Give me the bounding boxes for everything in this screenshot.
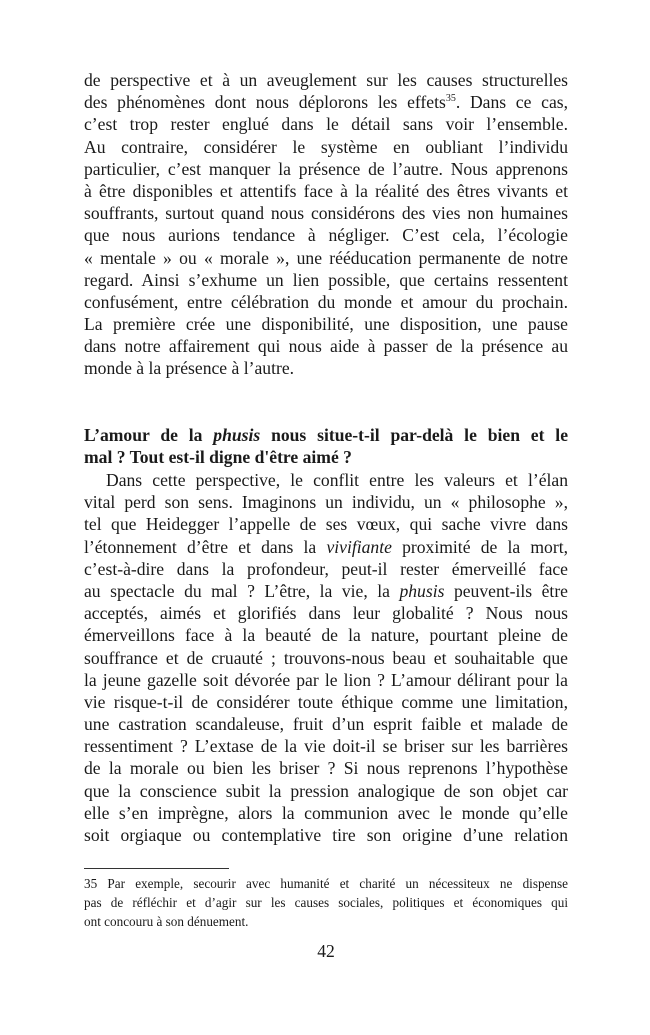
text-line: souffrants, surtout quand nous considérons des vies non humaines <box>84 203 568 224</box>
text-line: à être disponibles et attentifs face à la réalité des êtres vivants et <box>84 180 568 201</box>
text-fragment: l’étonnement d’être et dans la <box>84 536 327 557</box>
text-fragment: . Dans ce cas, <box>455 92 568 113</box>
text-line: vie risque-t-il de considérer toute éthique comme une limitation, <box>84 691 568 712</box>
text-line: souffrance et de cruauté ; trouvons-nous beau et souhaitable que <box>84 647 568 668</box>
text-fragment: des phénomènes dont nous déplorons les effets <box>84 92 446 113</box>
heading-line: mal ? Tout est-il digne d'être aimé ? <box>84 447 352 468</box>
text-line: vital perd son sens. Imaginons un individu, un « philosophe », <box>84 492 568 513</box>
text-fragment: proximité de la mort, <box>391 536 568 557</box>
heading-line <box>84 424 568 446</box>
text-fragment: nous situe-t-il par-delà le bien et le <box>260 425 568 445</box>
page-number: 42 <box>317 941 335 961</box>
text-line: regard. Ainsi s’exhume un lien possible, que certains ressentent <box>84 269 568 290</box>
footnote-line: pas de réfléchir et d’agir sur les causes sociales, politiques et économiques qui <box>84 895 568 910</box>
text-line: ressentiment ? L’extase de la vie doit-il se briser sur les barrières <box>84 736 568 757</box>
italic-term: vivifiante <box>326 536 392 557</box>
text-line: une castration scandaleuse, fruit d’un esprit faible et malade de <box>84 714 568 735</box>
footnote <box>84 874 568 931</box>
text-line: dans notre affairement qui nous aide à passer de la présence au <box>84 336 568 357</box>
text-line: que la conscience subit la pression analogique de son objet car <box>84 780 568 801</box>
text-line: de la morale ou bien les briser ? Si nous reprenons l’hypothèse <box>84 758 568 779</box>
text-line: elle s’en imprègne, alors la communion avec le monde qu’elle <box>84 802 568 823</box>
text-line: Dans cette perspective, le conflit entre les valeurs et l’élan <box>106 470 568 490</box>
section-heading <box>84 424 568 468</box>
text-line: c’est-à-dire dans la profondeur, peut-il rester émerveillé face <box>84 558 568 579</box>
text-fragment: au spectacle du mal ? L’être, la vie, la <box>84 580 400 601</box>
text-line: Au contraire, considérer le système en oubliant l’individu <box>84 136 568 157</box>
paragraph <box>84 69 568 380</box>
text-line: « mentale » ou « morale », une rééducation permanente de notre <box>84 247 568 268</box>
italic-term: phusis <box>399 580 445 601</box>
text-line: que nous aurions tendance à négliger. C’est cela, l’écologie <box>84 225 568 246</box>
text-fragment: peuvent-ils être <box>444 580 568 601</box>
footnote-line: 35 Par exemple, secourir avec humanité et charité un nécessiteux ne dispense <box>84 876 568 891</box>
text-line: soit orgiaque ou contemplative tire son origine d’une relation <box>84 825 568 845</box>
footnote-divider <box>84 868 229 869</box>
footnote-reference[interactable]: 35 <box>445 93 456 105</box>
text-line <box>84 91 568 113</box>
text-line: c’est trop rester englué dans le détail sans voir l’ensemble. <box>84 114 568 135</box>
text-line <box>84 580 568 602</box>
text-line: émerveillons face à la beauté de la nature, pourtant pleine de <box>84 625 568 646</box>
text-line <box>84 536 568 558</box>
text-line: particulier, c’est manquer la présence de l’autre. Nous apprenons <box>84 158 568 179</box>
paragraph <box>84 469 568 846</box>
text-line: monde à la présence à l’autre. <box>84 358 295 379</box>
text-line: acceptés, aimés et glorifiés dans leur globalité ? Nous nous <box>84 603 568 624</box>
text-line: la jeune gazelle soit dévorée par le lion ? L’amour délirant pour la <box>84 669 568 690</box>
text-line: de perspective et à un aveuglement sur les causes structurelles <box>84 70 568 90</box>
text-line: confusément, entre célébration du monde et amour du prochain. <box>84 291 568 312</box>
italic-term: phusis <box>213 425 261 445</box>
text-line: La première crée une disponibilité, une disposition, une pause <box>84 314 568 335</box>
text-line: tel que Heidegger l’appelle de ses vœux, qui sache vivre dans <box>84 514 568 535</box>
text-fragment: L’amour de la <box>84 425 214 445</box>
footnote-line: ont concouru à son dénuement. <box>84 914 249 929</box>
